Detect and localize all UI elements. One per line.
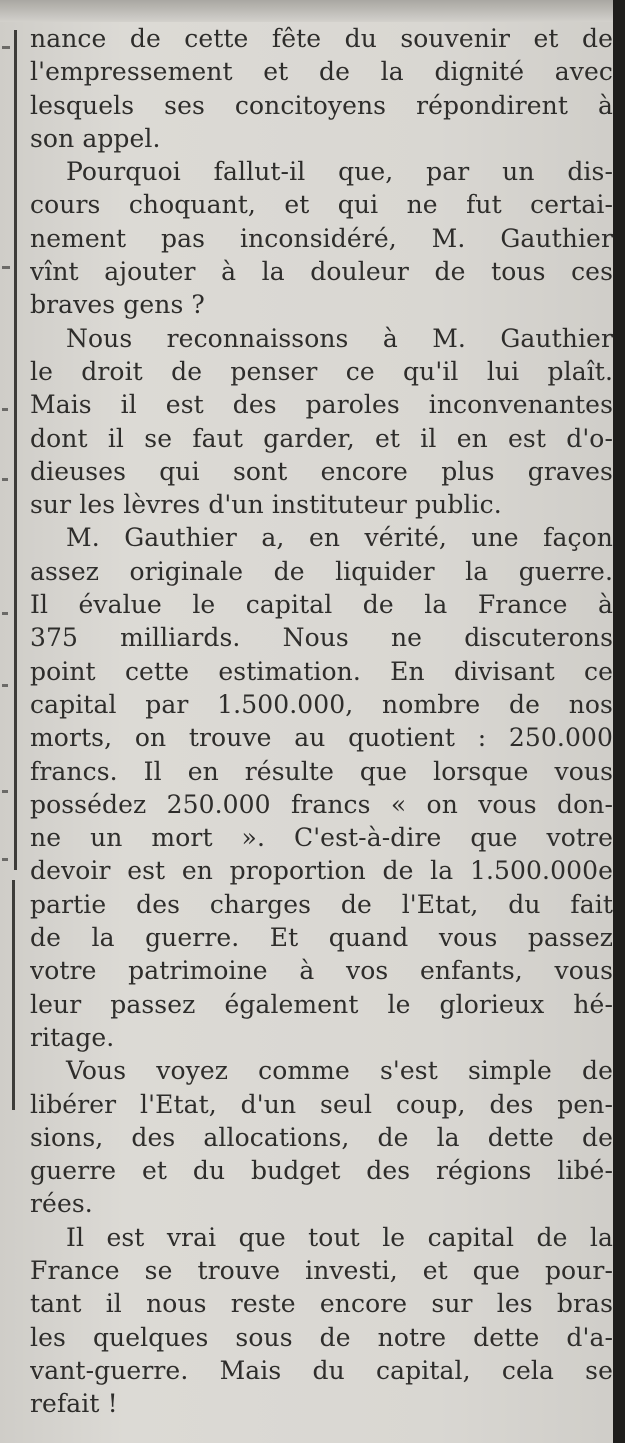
article-column — [30, 22, 613, 1420]
text-line: lesquels ses concitoyens répondirent à — [30, 90, 613, 120]
text-line: Pourquoi fallut-il que, par un dis- — [66, 157, 613, 187]
text-line: ritage. — [30, 1022, 115, 1052]
text-line: morts, on trouve au quotient : 250.000 — [30, 723, 613, 753]
text-line: assez originale de liquider la guerre. — [30, 556, 613, 586]
paragraph-1 — [30, 22, 613, 155]
text-line: ne un mort ». C'est-à-dire que votre — [30, 823, 613, 853]
text-line: les quelques sous de notre dette d'a- — [30, 1322, 613, 1352]
text-line: de la guerre. Et quand vous passez — [30, 923, 613, 953]
text-line: Nous reconnaissons à M. Gauthier — [66, 323, 613, 353]
text-line: capital par 1.500.000, nombre de nos — [30, 689, 613, 719]
right-page-edge — [613, 0, 625, 1443]
text-line: l'empressement et de la dignité avec — [30, 57, 613, 87]
text-line: le droit de penser ce qu'il lui plaît. — [30, 356, 613, 386]
text-line: Il est vrai que tout le capital de la — [66, 1222, 613, 1252]
margin-mark — [2, 266, 10, 269]
text-line: nance de cette fête du souvenir et de — [30, 24, 613, 53]
text-line: nement pas inconsidéré, M. Gauthier — [30, 223, 613, 253]
text-line: braves gens ? — [30, 290, 205, 320]
margin-mark — [2, 858, 8, 861]
text-line: Il évalue le capital de la France à — [30, 590, 613, 620]
text-line: possédez 250.000 francs « on vous don- — [30, 789, 613, 819]
paragraph-3 — [30, 322, 613, 522]
text-line: France se trouve investi, et que pour- — [30, 1255, 613, 1285]
text-line: dieuses qui sont encore plus graves — [30, 456, 613, 486]
margin-mark — [2, 46, 10, 49]
text-line: M. Gauthier a, en vérité, une façon — [66, 523, 613, 553]
margin-mark — [2, 612, 8, 615]
text-line: sions, des allocations, de la dette de — [30, 1122, 613, 1152]
text-line: dont il se faut garder, et il en est d'o- — [30, 423, 613, 453]
text-line: guerre et du budget des régions libé- — [30, 1156, 613, 1186]
text-line: devoir est en proportion de la 1.500.000e — [30, 856, 613, 886]
left-margin — [0, 0, 22, 1443]
text-line: rées. — [30, 1189, 93, 1219]
text-line: cours choquant, et qui ne fut certai- — [30, 190, 613, 220]
text-line: votre patrimoine à vos enfants, vous — [30, 956, 613, 986]
column-rule-lower — [12, 880, 15, 1110]
text-line: leur passez également le glorieux hé- — [30, 989, 613, 1019]
text-line: libérer l'Etat, d'un seul coup, des pen- — [30, 1089, 613, 1119]
text-line: Vous voyez comme s'est simple de — [66, 1056, 613, 1086]
text-line: sur les lèvres d'un instituteur public. — [30, 490, 502, 520]
text-line: 375 milliards. Nous ne discuterons — [30, 623, 613, 653]
text-line: point cette estimation. En divisant ce — [30, 656, 613, 686]
margin-mark — [2, 790, 8, 793]
margin-mark — [2, 684, 8, 687]
text-line: vant-guerre. Mais du capital, cela se — [30, 1355, 613, 1385]
paragraph-4 — [30, 521, 613, 1054]
top-torn-edge — [0, 0, 625, 22]
text-line: son appel. — [30, 123, 161, 153]
paragraph-5 — [30, 1054, 613, 1220]
text-line: Mais il est des paroles inconvenantes — [30, 390, 613, 420]
margin-mark — [2, 478, 8, 481]
text-line: tant il nous reste encore sur les bras — [30, 1289, 613, 1319]
column-rule-upper — [14, 30, 17, 870]
text-line: refait ! — [30, 1389, 118, 1419]
text-line: francs. Il en résulte que lorsque vous — [30, 756, 613, 786]
paragraph-2 — [30, 155, 613, 321]
text-line: vînt ajouter à la douleur de tous ces — [30, 257, 613, 287]
text-line: partie des charges de l'Etat, du fait — [30, 889, 613, 919]
paragraph-6 — [30, 1221, 613, 1421]
margin-mark — [2, 408, 8, 411]
